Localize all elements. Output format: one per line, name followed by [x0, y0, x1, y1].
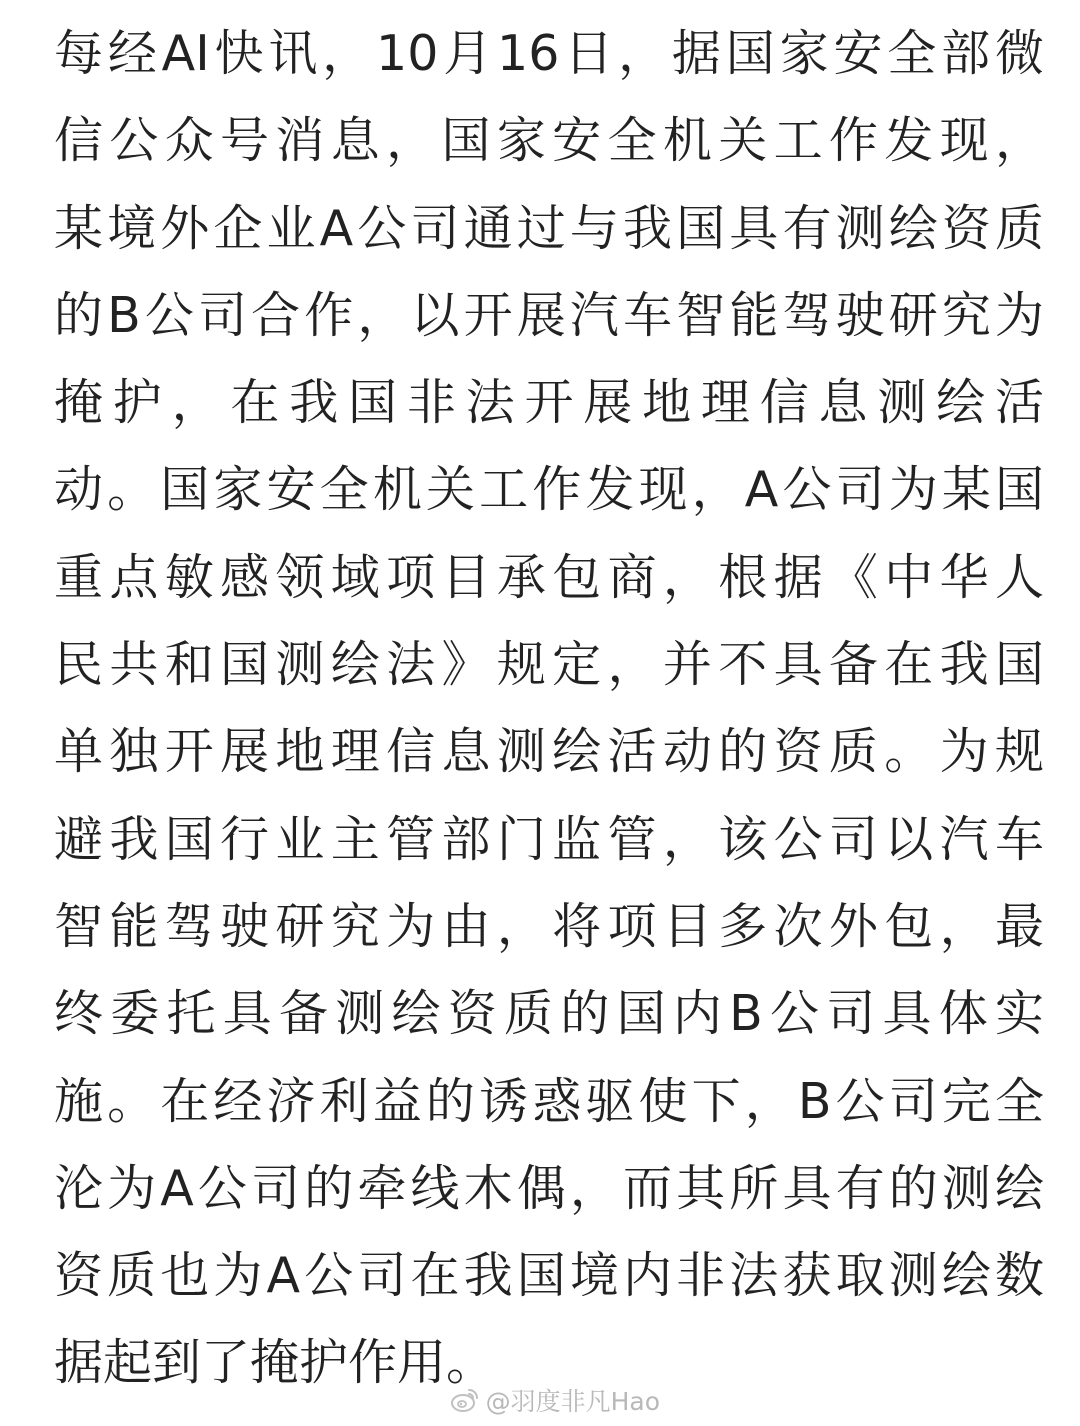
- article-line-last: 据起到了掩护作用。: [54, 1334, 496, 1392]
- article-line: 掩护，在我国非法开展地理信息测绘活: [54, 374, 1044, 432]
- article-line: 沦为A公司的牵线木偶，而其所具有的测绘: [54, 1159, 1044, 1217]
- article-line: 民共和国测绘法》规定，并不具备在我国: [54, 636, 1044, 694]
- article-line: 信公众号消息，国家安全机关工作发现，: [54, 112, 1044, 170]
- article-line: 某境外企业A公司通过与我国具有测绘资质: [54, 199, 1044, 257]
- article-line: 终委托具备测绘资质的国内B公司具体实: [54, 985, 1044, 1043]
- article-body: [54, 10, 1044, 1407]
- article-line: 智能驾驶研究为由，将项目多次外包，最: [54, 897, 1044, 955]
- article-line: 的B公司合作，以开展汽车智能驾驶研究为: [54, 286, 1044, 344]
- article-line: 施。在经济利益的诱惑驱使下，B公司完全: [54, 1072, 1044, 1130]
- article-line: 避我国行业主管部门监管，该公司以汽车: [54, 810, 1044, 868]
- weibo-icon: [450, 1385, 480, 1415]
- article-line: 重点敏感领域项目承包商，根据《中华人: [54, 548, 1044, 606]
- article-line: 单独开展地理信息测绘活动的资质。为规: [54, 723, 1044, 781]
- watermark-text: @羽度非凡Hao: [485, 1387, 660, 1416]
- article-line: 动。国家安全机关工作发现，A公司为某国: [54, 461, 1044, 519]
- article-line: 每经AI快讯，10月16日，据国家安全部微: [54, 25, 1044, 82]
- article-line: 资质也为A公司在我国境内非法获取测绘数: [54, 1247, 1044, 1305]
- watermark: [450, 1382, 660, 1418]
